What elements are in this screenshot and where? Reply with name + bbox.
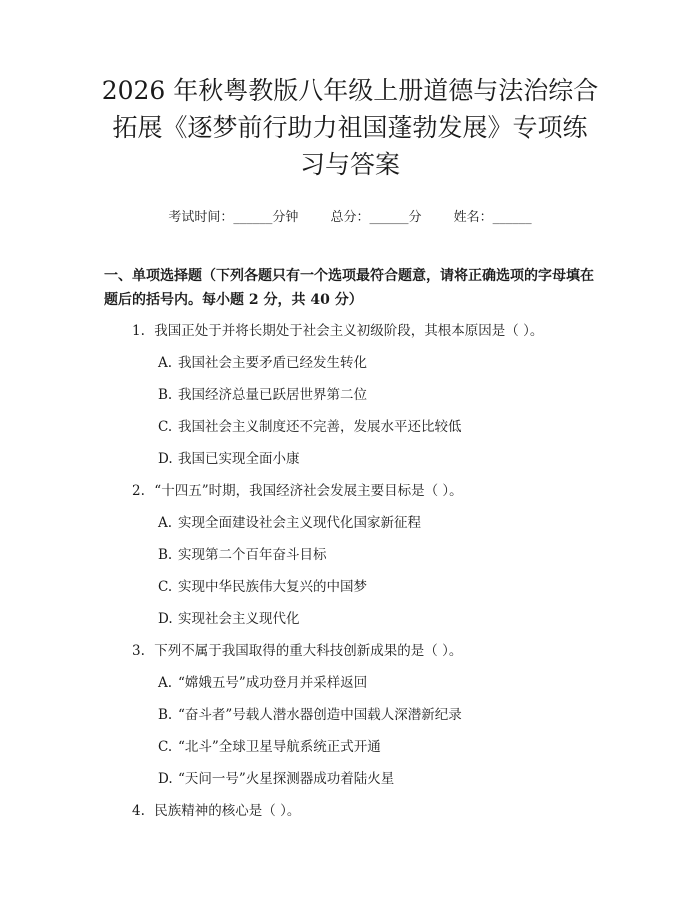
option-letter: C. — [158, 739, 173, 755]
document-title — [60, 72, 640, 183]
option-letter: B. — [158, 547, 173, 563]
option-text: 实现中华民族伟大复兴的中国梦 — [178, 579, 367, 595]
option-letter: D. — [158, 771, 173, 787]
question-number: 1. — [132, 323, 145, 339]
question-3 — [132, 639, 462, 659]
q3-option-b — [158, 703, 462, 723]
exam-time-label: 考试时间：______分钟 — [168, 210, 299, 225]
question-number: 3. — [132, 643, 145, 659]
q2-option-d — [158, 607, 300, 627]
option-text: “嫦娥五号”成功登月并采样返回 — [178, 675, 368, 691]
title-line-2: 拓展《逐梦前行助力祖国蓬勃发展》专项练 — [112, 113, 588, 142]
exam-meta — [0, 206, 700, 225]
section-header-line-1: 一、单项选择题（下列各题只有一个选项最符合题意，请将正确选项的字母填在 — [104, 268, 594, 284]
question-text: 下列不属于我国取得的重大科技创新成果的是（ ）。 — [154, 643, 463, 659]
q2-option-a — [158, 511, 421, 531]
option-text: 我国已实现全面小康 — [178, 451, 300, 467]
q2-option-c — [158, 575, 367, 595]
q3-option-c — [158, 735, 381, 755]
option-letter: C. — [158, 419, 173, 435]
q3-option-d — [158, 767, 394, 787]
student-name-label: 姓名：______ — [453, 210, 532, 225]
question-1 — [132, 319, 543, 339]
option-text: 我国社会主义制度还不完善，发展水平还比较低 — [178, 419, 462, 435]
option-letter: D. — [158, 611, 173, 627]
title-line-1: 2026 年秋粤教版八年级上册道德与法治综合 — [101, 76, 599, 105]
title-line-3: 习与答案 — [299, 150, 400, 179]
option-letter: C. — [158, 579, 173, 595]
question-text: 我国正处于并将长期处于社会主义初级阶段，其根本原因是（ ）。 — [154, 323, 544, 339]
option-text: 实现第二个百年奋斗目标 — [178, 547, 327, 563]
section-header-line-2: 题后的括号内。每小题 2 分，共 40 分） — [104, 292, 363, 308]
q1-option-b — [158, 383, 367, 403]
question-text: “十四五”时期，我国经济社会发展主要目标是（ ）。 — [154, 483, 463, 499]
question-number: 4. — [132, 803, 145, 819]
option-letter: B. — [158, 387, 173, 403]
option-text: “北斗”全球卫星导航系统正式开通 — [178, 739, 381, 755]
option-text: 我国经济总量已跃居世界第二位 — [178, 387, 367, 403]
option-text: 我国社会主要矛盾已经发生转化 — [178, 355, 367, 371]
question-4 — [132, 799, 300, 819]
option-letter: A. — [158, 355, 173, 371]
option-letter: D. — [158, 451, 173, 467]
question-number: 2. — [132, 483, 145, 499]
option-text: “奋斗者”号载人潜水器创造中国载人深潜新纪录 — [178, 707, 462, 723]
q1-option-c — [158, 415, 462, 435]
question-2 — [132, 479, 463, 499]
section-header — [104, 264, 604, 312]
option-letter: A. — [158, 675, 173, 691]
q1-option-d — [158, 447, 300, 467]
q1-option-a — [158, 351, 367, 371]
total-score-label: 总分：______分 — [330, 210, 422, 225]
option-text: 实现社会主义现代化 — [178, 611, 300, 627]
option-letter: B. — [158, 707, 173, 723]
question-text: 民族精神的核心是（ ）。 — [154, 803, 301, 819]
q2-option-b — [158, 543, 327, 563]
option-text: “天问一号”火星探测器成功着陆火星 — [178, 771, 395, 787]
option-text: 实现全面建设社会主义现代化国家新征程 — [178, 515, 421, 531]
option-letter: A. — [158, 515, 173, 531]
q3-option-a — [158, 671, 367, 691]
